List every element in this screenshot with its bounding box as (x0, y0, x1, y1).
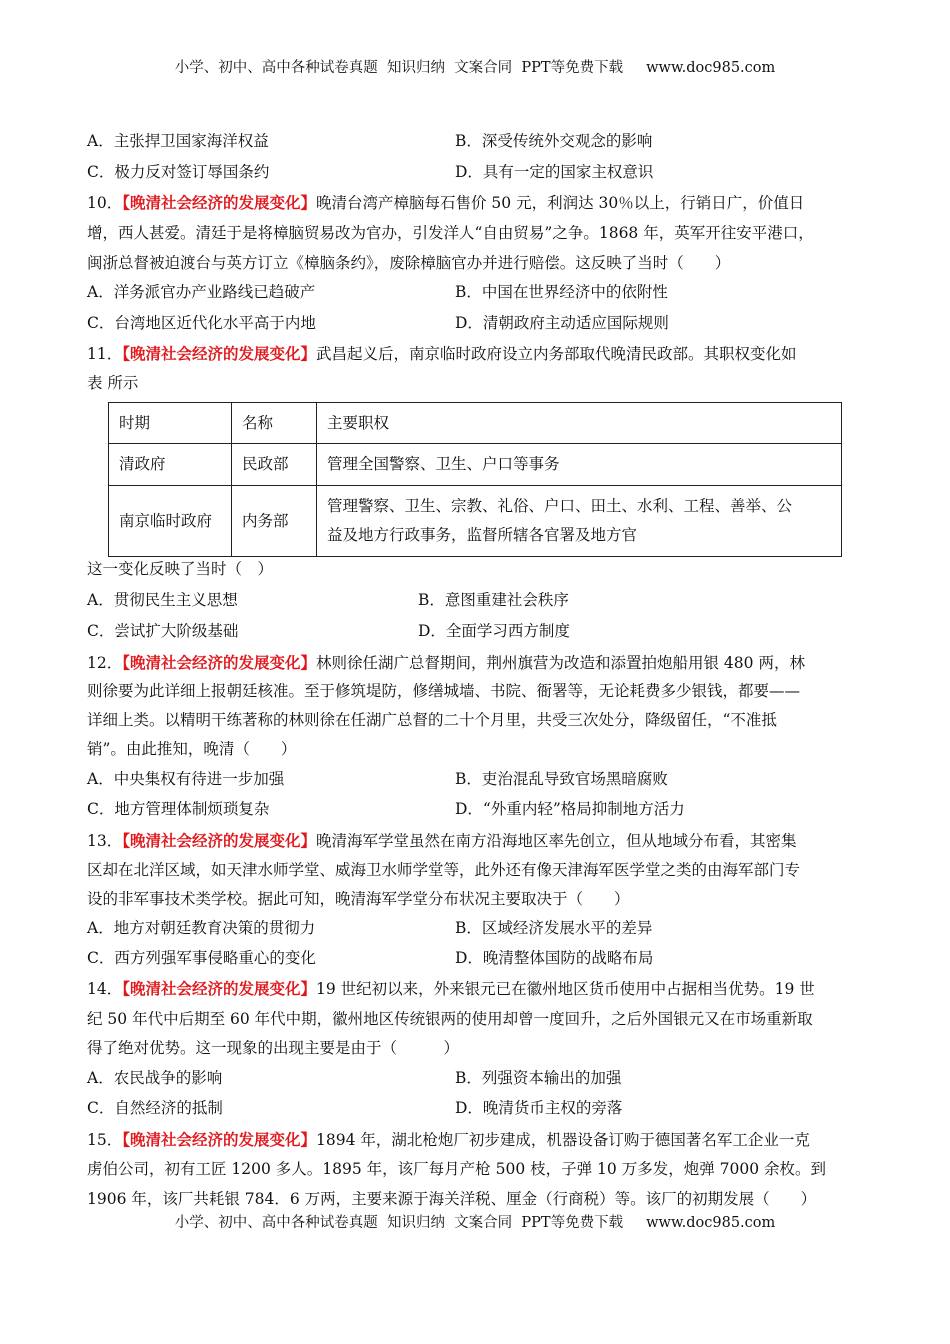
option-c: C．地方管理体制烦琐复杂 (87, 800, 270, 818)
question-text: 表 所示 (87, 374, 139, 392)
topic-tag: 【晚清社会经济的发展变化】 (122, 344, 316, 363)
option-c: C．台湾地区近代化水平高于内地 (87, 314, 316, 332)
option-c: C．尝试扩大阶级基础 (87, 622, 239, 640)
page-header: 小学、初中、高中各种试卷真题 知识归纳 文案合同 PPT等免费下载 www.doc985.com (174, 60, 776, 76)
question-10 (87, 193, 804, 213)
question-12 (87, 653, 805, 673)
table-cell: 内务部 (232, 486, 317, 557)
question-number: 11． (87, 345, 123, 363)
page-footer: 小学、初中、高中各种试卷真题 知识归纳 文案合同 PPT等免费下载 www.doc985.com (174, 1215, 776, 1231)
question-text: 设的非军事技术类学校。据此可知，晚清海军学堂分布状况主要取决于（ ） (87, 890, 630, 908)
option-b: B．意图重建社会秩序 (418, 591, 569, 609)
option-b: B．区域经济发展水平的差异 (455, 919, 653, 937)
table-header: 名称 (232, 403, 317, 444)
topic-tag: 【晚清社会经济的发展变化】 (122, 979, 316, 998)
option-a: A．农民战争的影响 (87, 1069, 223, 1087)
duties-table (108, 402, 842, 557)
table-cell: 民政部 (232, 444, 317, 486)
topic-tag: 【晚清社会经济的发展变化】 (122, 831, 316, 850)
option-c: C．极力反对签订辱国条约 (87, 163, 270, 181)
cell-line: 益及地方行政事务，监督所辖各官署及地方官 (327, 526, 638, 544)
question-text: 这一变化反映了当时（ ） (87, 560, 274, 578)
table-cell: 管理全国警察、卫生、户口等事务 (317, 444, 842, 486)
question-number: 14． (87, 980, 123, 998)
question-text: 19 世纪初以来，外来银元已在徽州地区货币使用中占据相当优势。19 世 (316, 980, 815, 998)
question-13 (87, 831, 797, 851)
table-cell: 清政府 (109, 444, 232, 486)
question-text: 闽浙总督被迫渡台与英方订立《樟脑条约》，废除樟脑官办并进行赔偿。这反映了当时（ ） (87, 254, 731, 272)
option-d: D．具有一定的国家主权意识 (455, 163, 654, 181)
question-text: 详细上类。以精明干练著称的林则徐在任湖广总督的二十个月里，共受三次处分，降级留任，“不准抵 (87, 711, 777, 729)
option-b: B．吏治混乱导致官场黑暗腐败 (455, 770, 668, 788)
option-c: C．自然经济的抵制 (87, 1099, 223, 1117)
table-cell (317, 486, 842, 557)
option-a: A．地方对朝廷教育决策的贯彻力 (87, 919, 316, 937)
option-d: D．清朝政府主动适应国际规则 (455, 314, 669, 332)
question-number: 13． (87, 832, 123, 850)
question-number: 15． (87, 1131, 123, 1149)
option-d: D．“外重内轻”格局抑制地方活力 (455, 800, 685, 818)
option-d: D．晚清货币主权的旁落 (455, 1099, 623, 1117)
question-text: 虏伯公司，初有工匠 1200 多人。1895 年，该厂每月产枪 500 枝，子弹 10 万多发，炮弹 7000 余枚。到 (87, 1160, 826, 1178)
table-cell: 南京临时政府 (109, 486, 232, 557)
question-text: 区却在北洋区域，如天津水师学堂、威海卫水师学堂等，此外还有像天津海军医学堂之类的由海军部门专 (87, 861, 801, 879)
option-d: D．晚清整体国防的战略布局 (455, 949, 654, 967)
option-c: C．西方列强军事侵略重心的变化 (87, 949, 316, 967)
topic-tag: 【晚清社会经济的发展变化】 (122, 1130, 316, 1149)
option-a: A．洋务派官办产业路线已趋破产 (87, 283, 316, 301)
question-text: 1906 年，该厂共耗银 784．6 万两，主要来源于海关洋税、厘金（行商税）等。该厂的初期发展（ ） (87, 1190, 817, 1208)
question-text: 增，西人甚爱。清廷于是将樟脑贸易改为官办，引发洋人“自由贸易”之争。1868 年，英军开往安平港口， (87, 224, 814, 242)
question-text: 晚清海军学堂虽然在南方沿海地区率先创立，但从地域分布看，其密集 (316, 832, 797, 850)
question-text: 1894 年，湖北枪炮厂初步建成，机器设备订购于德国著名军工企业一克 (316, 1131, 810, 1149)
question-text: 纪 50 年代中后期至 60 年代中期，徽州地区传统银两的使用却曾一度回升，之后外国银元又在市场重新取 (87, 1010, 813, 1028)
topic-tag: 【晚清社会经济的发展变化】 (122, 193, 316, 212)
question-11 (87, 344, 797, 364)
option-b: B．列强资本输出的加强 (455, 1069, 622, 1087)
topic-tag: 【晚清社会经济的发展变化】 (122, 653, 316, 672)
option-a: A．主张捍卫国家海洋权益 (87, 132, 269, 150)
question-number: 10． (87, 194, 123, 212)
table-header: 时期 (109, 403, 232, 444)
question-14 (87, 979, 815, 999)
question-text: 销”。由此推知，晚清（ ） (87, 740, 297, 758)
cell-line: 管理警察、卫生、宗教、礼俗、户口、田土、水利、工程、善举、公 (327, 497, 793, 515)
question-text: 晚清台湾产樟脑每石售价 50 元，利润达 30％以上，行销日广，价值日 (316, 194, 805, 212)
question-text: 则徐要为此详细上报朝廷核准。至于修筑堤防，修缮城墙、书院、衙署等，无论耗费多少银钱，都要—— (87, 682, 801, 700)
option-a: A．贯彻民生主义思想 (87, 591, 238, 609)
option-b: B．深受传统外交观念的影响 (455, 132, 653, 150)
table-header: 主要职权 (317, 403, 842, 444)
question-text: 得了绝对优势。这一现象的出现主要是由于（ ） (87, 1039, 460, 1057)
option-d: D．全面学习西方制度 (418, 622, 570, 640)
question-15 (87, 1130, 810, 1150)
question-text: 武昌起义后，南京临时政府设立内务部取代晚清民政部。其职权变化如 (316, 345, 797, 363)
option-b: B．中国在世界经济中的依附性 (455, 283, 668, 301)
question-text: 林则徐任湖广总督期间，荆州旗营为改造和添置拍炮船用银 480 两，林 (316, 654, 805, 672)
option-a: A．中央集权有待进一步加强 (87, 770, 285, 788)
question-number: 12． (87, 654, 123, 672)
